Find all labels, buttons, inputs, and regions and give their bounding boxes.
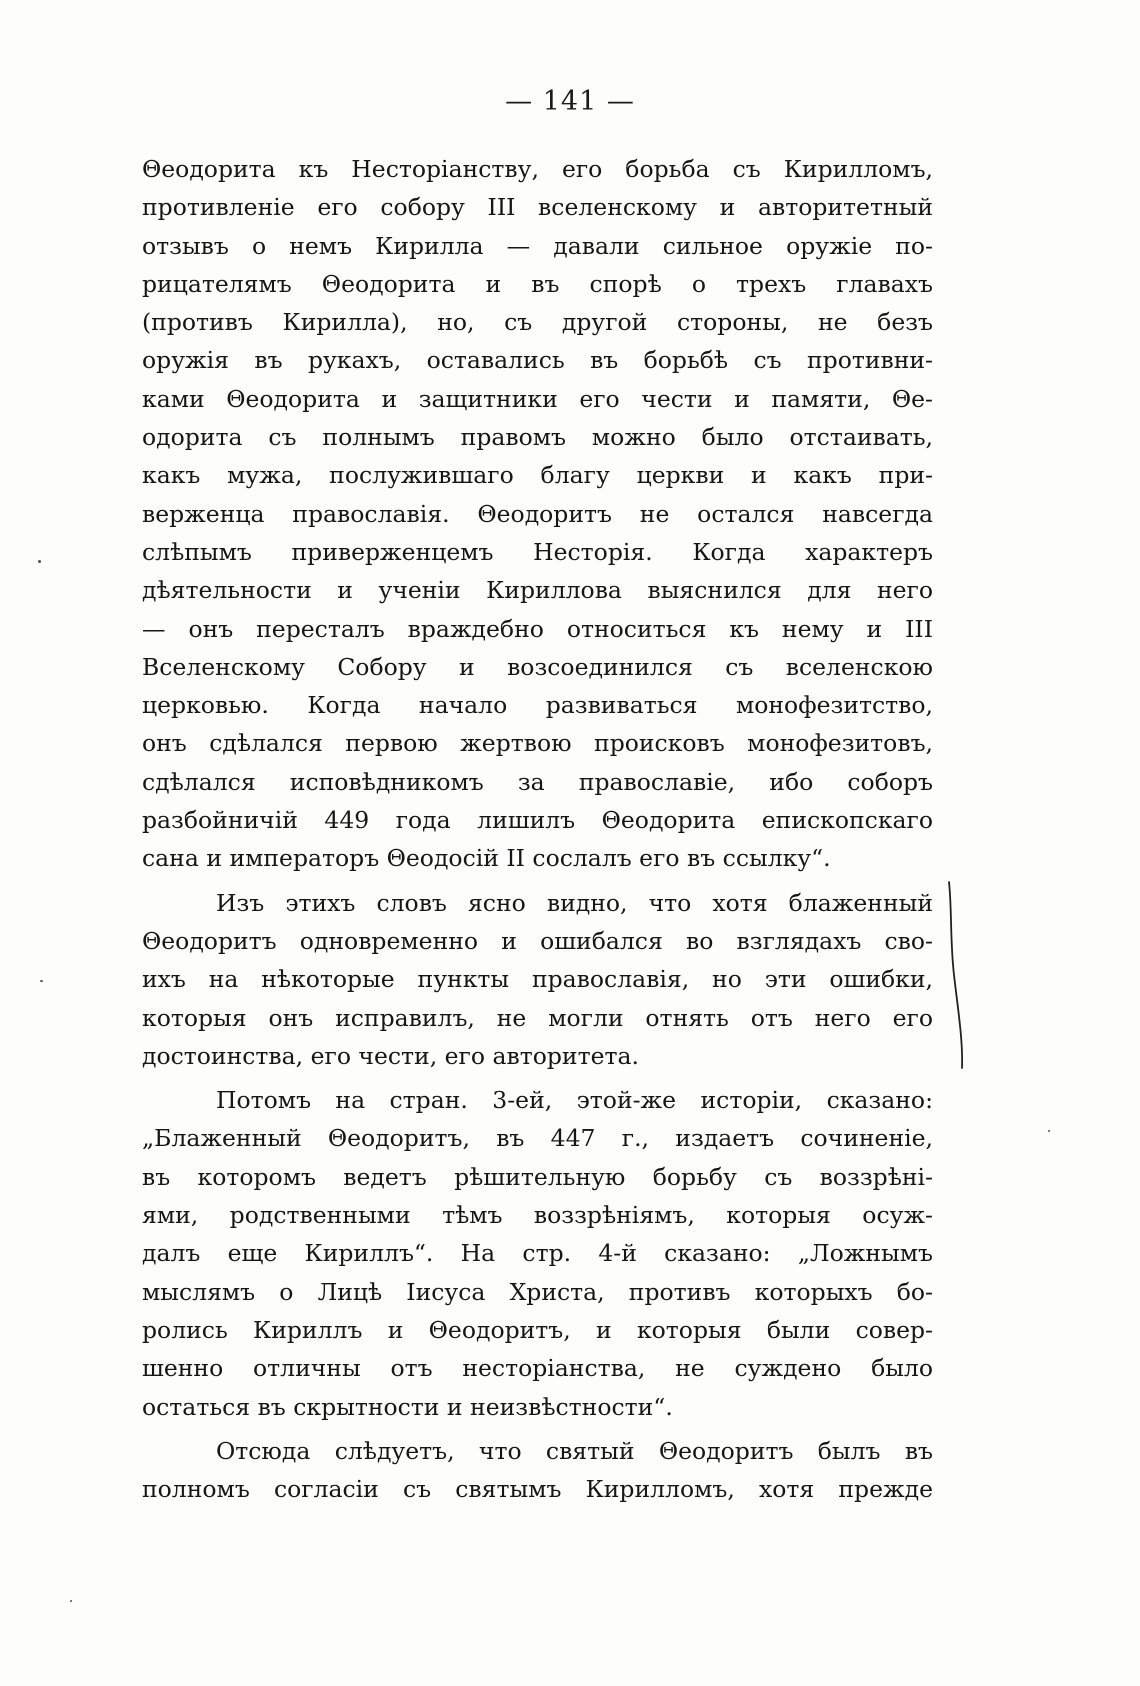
scan-speck [40, 980, 43, 982]
text-line: Отсюда слѣдуетъ, что святый Θеодоритъ былъ въ [216, 1436, 933, 1465]
text-line: которыя онъ исправилъ, не могли отнять отъ него его [142, 1003, 933, 1032]
text-line: верженца православія. Θеодоритъ не остался навсегда [142, 499, 933, 528]
text-line: остаться въ скрытности и неизвѣстности“. [142, 1392, 673, 1421]
text-line: церковью. Когда начало развиваться монофезитство, [142, 691, 933, 720]
text-line: ролись Кириллъ и Θеодоритъ, и которыя были совер- [142, 1315, 933, 1344]
body-text [142, 150, 933, 1508]
text-line: ихъ на нѣкоторые пункты православія, но эти ошибки, [142, 965, 933, 994]
scan-speck [1048, 1130, 1050, 1132]
text-line: — онъ пересталъ враждебно относиться къ нему и III [142, 614, 933, 643]
text-line: одорита съ полнымъ правомъ можно было отстаивать, [142, 423, 933, 452]
text-line: Θеодоритъ одновременно и ошибался во взглядахъ сво- [142, 926, 933, 955]
text-line: „Блаженный Θеодоритъ, въ 447 г., издаетъ сочиненіе, [142, 1124, 933, 1153]
text-line: отзывъ о немъ Кирилла — давали сильное оружіе по- [142, 231, 933, 260]
text-line: мыслямъ о Лицѣ Іисуса Христа, противъ которыхъ бо- [142, 1277, 933, 1306]
text-line: слѣпымъ приверженцемъ Несторія. Когда характеръ [142, 537, 933, 566]
text-line: (противъ Кирилла), но, съ другой стороны, не безъ [142, 308, 933, 337]
paragraph-1 [142, 150, 933, 878]
text-line: противленіе его собору III вселенскому и авторитетный [142, 193, 933, 222]
scan-speck [38, 560, 41, 563]
text-line: рицателямъ Θеодорита и въ спорѣ о трехъ главахъ [142, 269, 933, 298]
paragraph-2 [142, 884, 933, 1075]
text-line: Вселенскому Собору и возсоединился съ вселенскою [142, 652, 933, 681]
text-line: въ которомъ ведетъ рѣшительную борьбу съ воззрѣні- [142, 1162, 933, 1191]
text-line: сдѣлался исповѣдникомъ за православіе, ибо соборъ [142, 767, 933, 796]
paragraph-3 [142, 1081, 933, 1426]
text-line: разбойничій 449 года лишилъ Θеодорита епископскаго [142, 806, 933, 835]
page-number: — 141 — [505, 86, 635, 117]
paragraph-4 [142, 1432, 933, 1509]
text-line: Изъ этихъ словъ ясно видно, что хотя блаженный [216, 888, 933, 917]
scan-speck [70, 1600, 72, 1602]
text-line: ками Θеодорита и защитники его чести и памяти, Θе- [142, 384, 933, 413]
text-line: далъ еще Кириллъ“. На стр. 4-й сказано: „Ложнымъ [142, 1239, 933, 1268]
text-line: какъ мужа, послужившаго благу церкви и какъ при- [142, 461, 933, 490]
text-line: оружія въ рукахъ, оставались въ борьбѣ съ противни- [142, 346, 933, 375]
text-line: Потомъ на стран. 3-ей, этой-же исторіи, сказано: [216, 1086, 933, 1115]
text-line: онъ сдѣлался первою жертвою происковъ монофезитовъ, [142, 729, 933, 758]
text-line: Θеодорита къ Несторіанству, его борьба съ Кирилломъ, [142, 155, 933, 183]
text-line: ями, родственными тѣмъ воззрѣніямъ, которыя осуж- [142, 1201, 933, 1230]
text-line: полномъ согласіи съ святымъ Кирилломъ, хотя прежде [142, 1475, 933, 1504]
text-line: сана и императоръ Θеодосій II сослалъ его въ ссылку“. [142, 844, 831, 873]
text-line: достоинства, его чести, его авторитета. [142, 1041, 639, 1070]
bracket-line-icon [945, 880, 973, 1070]
text-line: дѣятельности и ученіи Кириллова выяснился для него [142, 576, 933, 605]
text-line: шенно отличны отъ несторіанства, не суждено было [142, 1354, 933, 1383]
